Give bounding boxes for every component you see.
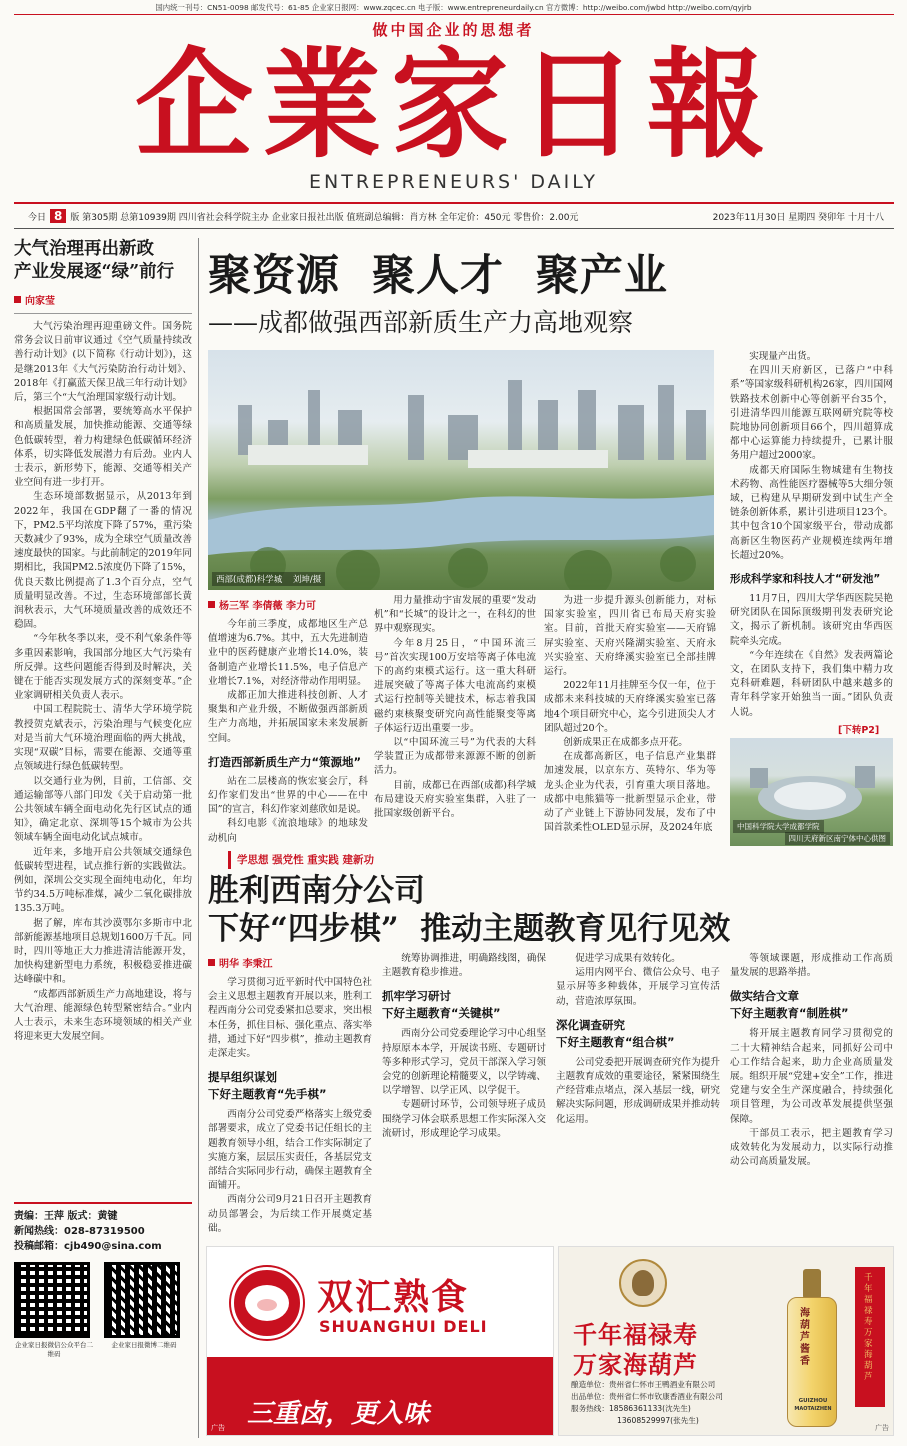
masthead-english: ENTREPRENEURS' DAILY — [309, 171, 598, 193]
right-subhead: 形成科学家和科技人才“研发池” — [730, 573, 881, 586]
main-col-1 — [208, 594, 368, 842]
left-headline-1: 大气治理再出新政 — [14, 239, 154, 259]
portrait-icon — [632, 1270, 654, 1296]
issue-info: 版 第305期 总第10939期 四川省社会科学院主办 企业家日报社出版 值班副总编辑：肖方林 全年定价：450元 零售价：2.00元 — [70, 212, 579, 223]
bottle-body — [787, 1297, 837, 1427]
main-headline: 聚资源 聚人才 聚产业 — [208, 251, 668, 301]
main-col-2 — [374, 594, 536, 842]
issue-date: 2023年11月30日 星期四 癸卯年 十月十八 — [712, 212, 884, 223]
qr2-label: 企业家日报微博二维码 — [111, 1341, 177, 1349]
second-col4-subhead-2: 下好主题教育“制胜棋” — [730, 1006, 849, 1021]
second-p: 将开展主题教育同学习贯彻党的二十大精神结合起来，同抓好公司中心工作结合起来，助力企业高质量发展。组织开展“党建+安全”工作，推进党建与安全生产深度融合，持续强化项目管理，为公司改革发展提供坚强保障。 — [730, 1028, 893, 1125]
photo-caption-text: 西部(成都)科学城 — [216, 575, 283, 585]
main-p: 目前，成都已在西部(成都)科学城布局建设天府实验室集群，入驻了一批国家级创新平台。 — [374, 779, 536, 820]
second-col4-subhead-1: 做实结合文章 — [730, 989, 799, 1004]
main-author: 杨三军 李倩薇 李力可 — [219, 601, 316, 612]
main-p: 2022年11月挂牌至今仅一年，位于成都未来科技城的天府绛溪实验室已落地4个项目研究中心，迄今引进顶尖人才团队超过20个。 — [544, 680, 716, 734]
second-p: 干部员工表示，把主题教育学习成效转化为发展动力，以实际行动推动公司高质量发展。 — [730, 1127, 893, 1168]
qr-code-icon[interactable] — [14, 1262, 90, 1338]
left-body — [14, 320, 192, 1044]
main-right-col — [730, 350, 893, 720]
left-p: 大气污染治理再迎重磅文件。国务院常务会议日前审议通过《空气质量持续改善行动计划》(以下简称《行动计划》)，这是继2013年《大气污染防治行动计划》、2018年《打赢蓝天保卫战三年行动计划》后，第三个“大气治理国家级行动计划。 — [14, 321, 192, 404]
second-p: 西南分公司党委理论学习中心组坚持原原本本学，开展读书班、专题研讨等多种形式学习，党员干部深入学习领会党的创新理论精髓要义，以学铸魂、以学增智、以学正风、以学促干。 — [382, 1028, 546, 1097]
main-byline — [208, 597, 368, 612]
main-p: 成都正加大推进科技创新、人才聚集和产业升级，不断做强西部新质生产力高地，并拓展国家未来发展新空间。 — [208, 690, 368, 744]
left-p: 以交通行业为例，目前，工信部、交通运输部等八部门印发《关于启动第一批公共领域车辆全面电动化先行区试点的通知》，确定北京、深圳等15个城市为公共领域车辆全面电动化试点城市。 — [14, 775, 192, 844]
second-p: 公司党委把开展调查研究作为提升主题教育成效的重要途径，紧紧围绕生产经营难点堵点，深入基层一线，研究解决实际问题，形成调研成果并推动转化运用。 — [556, 1056, 720, 1125]
second-col3-subhead-2: 下好主题教育“组合棋” — [556, 1034, 675, 1049]
qr-row — [14, 1262, 192, 1359]
main-p: 以“中国环流三号”为代表的大科学装置正为成都带来源源不断的创新活力。 — [374, 737, 536, 777]
byline-square-icon — [208, 959, 215, 966]
slogan: 做中国企业的思想者 — [372, 21, 535, 39]
ad1-brand-cn: 双汇熟食 — [317, 1277, 470, 1318]
second-col-3 — [556, 952, 720, 1242]
ad1-brand-en: SHUANGHUI DELI — [319, 1317, 488, 1336]
editors-box — [14, 1202, 192, 1432]
main-p: “今年连续在《自然》发表两篇论文，在团队支持下，我们集中精力攻克科研难题，科研团队中越来越多的青年科学家开始独当一面。”团队负责人说。 — [730, 649, 893, 718]
bottle-label-en-1: GUIZHOU — [798, 1398, 828, 1404]
continued-label[interactable]: [下转P2] — [838, 725, 880, 736]
top-rule — [14, 14, 894, 15]
photo-credit: 刘坤/摄 — [292, 575, 322, 585]
issue-pages-badge: 8 — [50, 209, 66, 223]
second-p: 学习贯彻习近平新时代中国特色社会主义思想主题教育开展以来，胜利工程西南分公司党委紧扣总要求，突出根本任务，抓住目标、强化重点、落实举措，通过下好“四步棋”，推动主题教育走深走实。 — [208, 977, 372, 1060]
ad1-label: 广告 — [211, 1424, 225, 1432]
left-author: 向家莹 — [25, 296, 55, 307]
ad2-line: 酿造单位：贵州省仁怀市王鸭酒业有限公司 — [571, 1380, 716, 1389]
topline: 国内统一刊号：CN51-0098 邮发代号：61-85 企业家日报网：www.zqcec.cn 电子版：www.entrepreneurdaily.cn 官方微博：http://weibo.com/jwbd http://weibo.com/qyjrb — [155, 3, 752, 12]
second-byline — [208, 955, 372, 970]
main-photo — [208, 350, 714, 590]
ad2-side-text: 千年福禄寿 万家海葫芦 — [864, 1273, 873, 1382]
main-p: 站在二层楼高的恢宏宴会厅，科幻作家们发出“世界的中心——在中国”的宣言，科幻作家刘慈欣如是说。 — [208, 775, 368, 816]
ad2-bottle — [781, 1269, 843, 1429]
left-p: “今年秋冬季以来，受不利气象条件等多重因素影响，我国部分地区大气污染有所反弹。这些问题能否得到及时解决，关键在于能否实现发展方式的深刻变革。”企业家调研相关负责人表示。 — [14, 633, 192, 702]
second-col2-subhead-2: 下好主题教育“关键棋” — [382, 1006, 501, 1021]
bottle-label-en-2: MAOTAIZHEN — [794, 1406, 832, 1412]
second-col1-subhead-1: 提早组织谋划 — [208, 1070, 277, 1085]
second-headline-1: 胜利西南分公司 — [208, 873, 425, 909]
ad2-line: 13608529997(张先生) — [617, 1416, 699, 1425]
ad2-side-panel — [855, 1267, 885, 1407]
pig-face-icon — [245, 1285, 289, 1321]
main-p: 11月7日，四川大学华西医院吴艳研究团队在国际顶级期刊发表研究论文，揭示了新机制。该研究由华西医院牵头完成。 — [730, 593, 893, 647]
second-p: 统筹协调推进，明确路线图，确保主题教育稳步推进。 — [382, 953, 546, 979]
issue-today: 今日 — [28, 212, 47, 223]
left-p: “成都西部新质生产力高地建设，将与大气治理、能源绿色转型紧密结合。”业内人士表示，未来生态环境领域的相关产业将迎来更大发展空间。 — [14, 988, 192, 1043]
second-col-1 — [208, 952, 372, 1242]
ad2-label: 广告 — [875, 1424, 889, 1432]
second-col-4 — [730, 952, 893, 1242]
second-headline-2: 下好“四步棋” 推动主题教育见行见效 — [208, 911, 731, 947]
main-subhead: ——成都做强西部新质生产力高地观察 — [208, 308, 634, 337]
main-p: 在四川天府新区，已落户“中科系”等国家级科研机构26家，四川国网铁路技术创新中心等创新平台35个，引进清华四川能源互联网研究院等校院地协同创新项目66个，四川超算成都中心运算能力持续提升，已累计服务用户超过2000家。 — [730, 365, 893, 462]
ad2-slogan-2: 万家海葫芦 — [573, 1351, 698, 1379]
second-author: 明华 李秉江 — [219, 959, 273, 970]
side-photo-caption-2: 四川天府新区南宁体中心供图 — [785, 832, 891, 845]
ad1-banner — [207, 1357, 554, 1436]
bottle-neck — [803, 1269, 821, 1299]
second-tags: 学思想 强党性 重实践 建新功 — [228, 851, 374, 869]
second-col1-subhead-2: 下好主题教育“先手棋” — [208, 1087, 327, 1102]
left-p: 中国工程院院士、清华大学环境学院教授贺克斌表示，污染治理与气候变化应对是当前大气环境治理面临的两大挑战，实现“双碳”目标，需要在能源、交通等重点领域进行绿色低碳转型。 — [14, 704, 192, 773]
ad2-slogan-1: 千年福禄寿 — [573, 1321, 698, 1349]
qr-code-icon[interactable] — [104, 1262, 180, 1338]
main-p: 为进一步提升源头创新能力，对标国家实验室，四川省已布局天府实验室。目前，首批天府实验室——天府锦屏实验室、天府兴隆湖实验室、天府永兴实验室、天府绛溪实验室已全部挂牌运行。 — [544, 595, 716, 678]
left-byline — [14, 292, 192, 307]
ad2-info — [571, 1379, 771, 1427]
editors-line3: 投稿邮箱：cjb490@sina.com — [14, 1241, 162, 1252]
issue-rule-top — [14, 202, 894, 204]
ad2-line: 服务热线：18586361133(沈先生) — [571, 1404, 691, 1413]
byline-square-icon — [208, 601, 215, 608]
issue-rule-bottom — [14, 228, 894, 229]
main-p: 今年前三季度，成都地区生产总值增速为6.7%。其中，五大先进制造业中的医药健康产业增长14.0%，装备制造产业增长11.5%，电子信息产业增长7.1%，对经济带动作用明显。 — [208, 619, 368, 687]
left-p: 据了解，库布其沙漠鄂尔多斯市中北部新能源基地项目总规划1600万千瓦。同时，四川等地正大力推进清洁能源开发，加快构建新型电力系统，积极稳妥推进碳达峰碳中和。 — [14, 917, 192, 986]
main-p: 创新成果正在成都多点开花。 — [563, 737, 688, 749]
left-article — [14, 238, 192, 1196]
second-col3-subhead-1: 深化调查研究 — [556, 1017, 625, 1032]
qr1-label: 企业家日报微信公众平台二维码 — [15, 1341, 93, 1358]
second-p: 促进学习成果有效转化。 — [575, 953, 681, 964]
second-col-2 — [382, 952, 546, 1242]
main-photo-caption — [212, 572, 325, 586]
left-headline-2: 产业发展逐“绿”前行 — [14, 262, 175, 282]
byline-square-icon — [14, 296, 21, 303]
left-column-divider — [198, 238, 199, 1438]
left-divider — [14, 313, 192, 314]
ad2-line: 出品单位：贵州省仁怀市钦康香酒业有限公司 — [571, 1392, 723, 1401]
second-p: 西南分公司党委严格落实上级党委部署要求，成立了党委书记任组长的主题教育领导小组，结合工作实际制定了实施方案，层层压实责任，各基层党支部结合实际同步行动，确保主题教育全面铺开。 — [208, 1109, 372, 1192]
qr-block-2 — [104, 1262, 184, 1359]
side-photo-caption: 中国科学院大学成都学院 — [733, 820, 824, 833]
ad1-logo — [231, 1267, 303, 1339]
qr-block-1 — [14, 1262, 94, 1359]
editors-line2: 新闻热线：028-87319500 — [14, 1226, 145, 1237]
main-p: 用力量推动宇宙发展的重要“发动机”和“长城”的设计之一，在科幻的世界中观察现实。 — [374, 595, 536, 635]
main-p: 科幻电影《流浪地球》的地球发动机向 — [208, 818, 368, 842]
left-p: 根据国常会部署，要统筹高水平保护和高质量发展，加快推动能源、交通等绿色低碳转型，着力构建绿色低碳循环经济体系，切实降低发展潜力有后劲。业内人士表示，新形势下，能源、交通等相关产业空间有进一步打开。 — [14, 406, 192, 489]
second-col2-subhead-1: 抓牢学习研讨 — [382, 989, 451, 1004]
side-photo — [730, 738, 893, 846]
ad1-slogan: 三重卤，更入味 — [247, 1399, 430, 1429]
ad-haihulu[interactable] — [558, 1246, 894, 1436]
second-p: 运用内网平台、微信公众号、电子显示屏等多种载体，开展学习宣传活动，营造浓厚氛围。 — [556, 967, 720, 1007]
main-p: 成都天府国际生物城建有生物技术药物、高性能医疗器械等5大细分领域，已构建从早期研发到中试生产全链条创新体系，累计引进项目123个。其中包含10个国家级平台，带动成都高新区生物医药产业规模连续两年增长超过20%。 — [730, 464, 893, 561]
editors-line1: 责编：王萍 版式：黄键 — [14, 1211, 118, 1222]
bottle-label-cn: 海葫芦酱香 — [800, 1308, 810, 1367]
main-col1-subhead: 打造西部新质生产力“策源地” — [208, 754, 362, 769]
main-p: 实现量产出货。 — [749, 351, 817, 362]
main-p: 在成都高新区，电子信息产业集群加速发展，以京东方、英特尔、华为等龙头企业为代表，引育重大项目落地。成都中电熊猫等一批新型显示企业，带动了产业链上下游协同发展，发布了中国首款柔性OLED显示屏，及2024年底 — [544, 751, 716, 834]
ad-shuanghui[interactable] — [206, 1246, 554, 1436]
second-p: 专题研讨环节，公司领导班子成员围绕学习体会联系思想工作实际深入交流研讨，形成理论学习成果。 — [382, 1099, 546, 1139]
city-skyline-illustration — [208, 350, 714, 590]
ad2-emblem — [619, 1259, 667, 1307]
issue-bar — [14, 205, 894, 227]
left-p: 近年来，多地开启公共领域交通绿色低碳转型进程，试点推行新的实践做法。例如，深圳公交实现全面纯电动化，年均节约34.5万吨标准煤，减少二氧化碳排放135.3万吨。 — [14, 846, 192, 915]
masthead-title: 企業家日報 — [134, 35, 775, 174]
second-p: 西南分公司9月21日召开主题教育动员部署会，为后续工作开展奠定基础。 — [208, 1194, 372, 1234]
main-p: 今年8月25日，“中国环流三号”首次实现100万安培等离子体电流下的高约束模式运行。这一重大科研进展突破了等离子体大电流高约束模式运行控制等关键技术，标志着我国磁约束核聚变研究向高性能聚变等离子体运行迈出重要一步。 — [374, 637, 536, 734]
second-p: 等领域课题，形成推动工作高质量发展的思路举措。 — [730, 953, 893, 979]
left-p: 生态环境部数据显示，从2013年到2022年，我国在GDP翻了一番的情况下，PM2.5平均浓度下降了57%，重污染天数减少了93%，成为全球空气质量改善速度最快的国家。与此前制定的2019年同期相比，我国PM2.5浓度仍下降了15%，优良天数比例提高了1.3个百分点，空气质量明显改善。不过，生态环境部部长黄润秋表示，大气环境质量改善的成效还不稳固。 — [14, 491, 192, 631]
main-col-3 — [544, 594, 716, 842]
